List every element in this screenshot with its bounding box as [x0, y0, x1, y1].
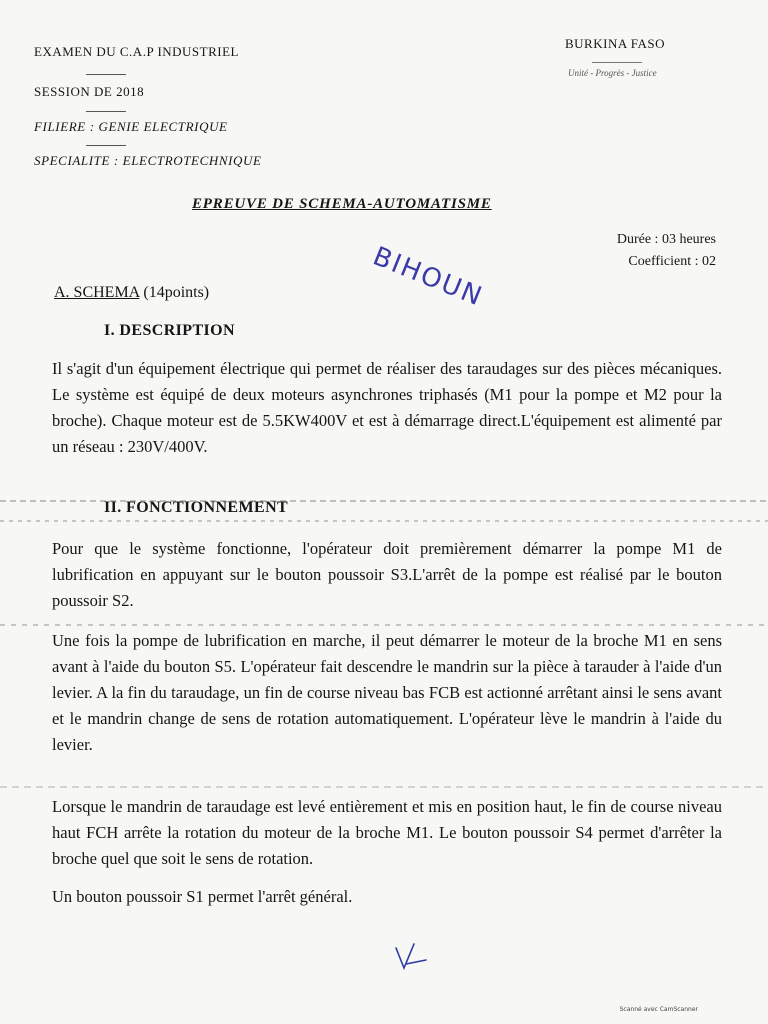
exam-coefficient: Coefficient : 02 — [628, 254, 716, 269]
section-label: A. SCHEMA — [54, 284, 140, 301]
handwritten-name: BIHOUN — [368, 241, 488, 313]
handwritten-mark-icon — [392, 938, 432, 978]
description-paragraph: Il s'agit d'un équipement électrique qui permet de réaliser des taraudages sur des pièces mécaniques. Le système est équipé de deux moteurs asynchrones triphasés (M1 pour la pompe et M2 pour la broche). Chaque moteur est de 5.5KW400V et est à démarrage direct.L'équipement est alimenté par un réseau : 230V/400V. — [52, 359, 722, 456]
fonctionnement-paragraph-2: Une fois la pompe de lubrification en marche, il peut démarrer le moteur de la broche M1 en sens avant à l'aide du bouton S5. L'opérateur fait descendre le mandrin sur la pièce à tarauder à l'aide d'un levier. A la fin du taraudage, un fin de course niveau bas FCB est actionné arrêtant ainsi le sens avant et le mandrin change de sens de rotation automatiquement. L'opérateur lève le mandrin à l'aide du levier. — [52, 631, 722, 754]
exam-name: EXAMEN DU C.A.P INDUSTRIEL — [34, 44, 239, 59]
scan-artifact — [0, 786, 768, 788]
scan-artifact — [0, 520, 768, 522]
section-points: (14points) — [139, 284, 210, 301]
header-divider — [592, 62, 642, 63]
country-name: BURKINA FASO — [565, 36, 666, 51]
fonctionnement-paragraph-4: Un bouton poussoir S1 permet l'arrêt général. — [52, 887, 353, 906]
page-title: EPREUVE DE SCHEMA-AUTOMATISME — [192, 196, 492, 212]
exam-specialite: SPECIALITE : ELECTROTECHNIQUE — [34, 153, 262, 168]
exam-session: SESSION DE 2018 — [34, 84, 145, 99]
header-divider — [86, 74, 126, 75]
section-heading — [54, 284, 209, 302]
fonctionnement-heading: II. FONCTIONNEMENT — [104, 499, 289, 516]
header-divider — [86, 111, 126, 112]
exam-filiere: FILIERE : GENIE ELECTRIQUE — [34, 119, 228, 134]
scan-artifact — [0, 624, 768, 626]
exam-duration: Durée : 03 heures — [616, 232, 716, 247]
header-divider — [86, 145, 126, 146]
fonctionnement-paragraph-1: Pour que le système fonctionne, l'opérateur doit premièrement démarrer la pompe M1 de lubrification en appuyant sur le bouton poussoir S3.L'arrêt de la pompe est réalisé par le bouton poussoir S2. — [52, 539, 722, 610]
scanner-footer: Scanné avec CamScanner — [619, 1006, 698, 1013]
description-heading: I. DESCRIPTION — [104, 322, 235, 339]
fonctionnement-paragraph-3: Lorsque le mandrin de taraudage est levé entièrement et mis en position haut, le fin de course niveau haut FCH arrête la rotation du moteur de la broche M1. Le bouton poussoir S4 permet d'arrêter la broche quel que soit le sens de rotation. — [52, 797, 722, 868]
country-motto: Unité - Progrès - Justice — [568, 68, 657, 78]
